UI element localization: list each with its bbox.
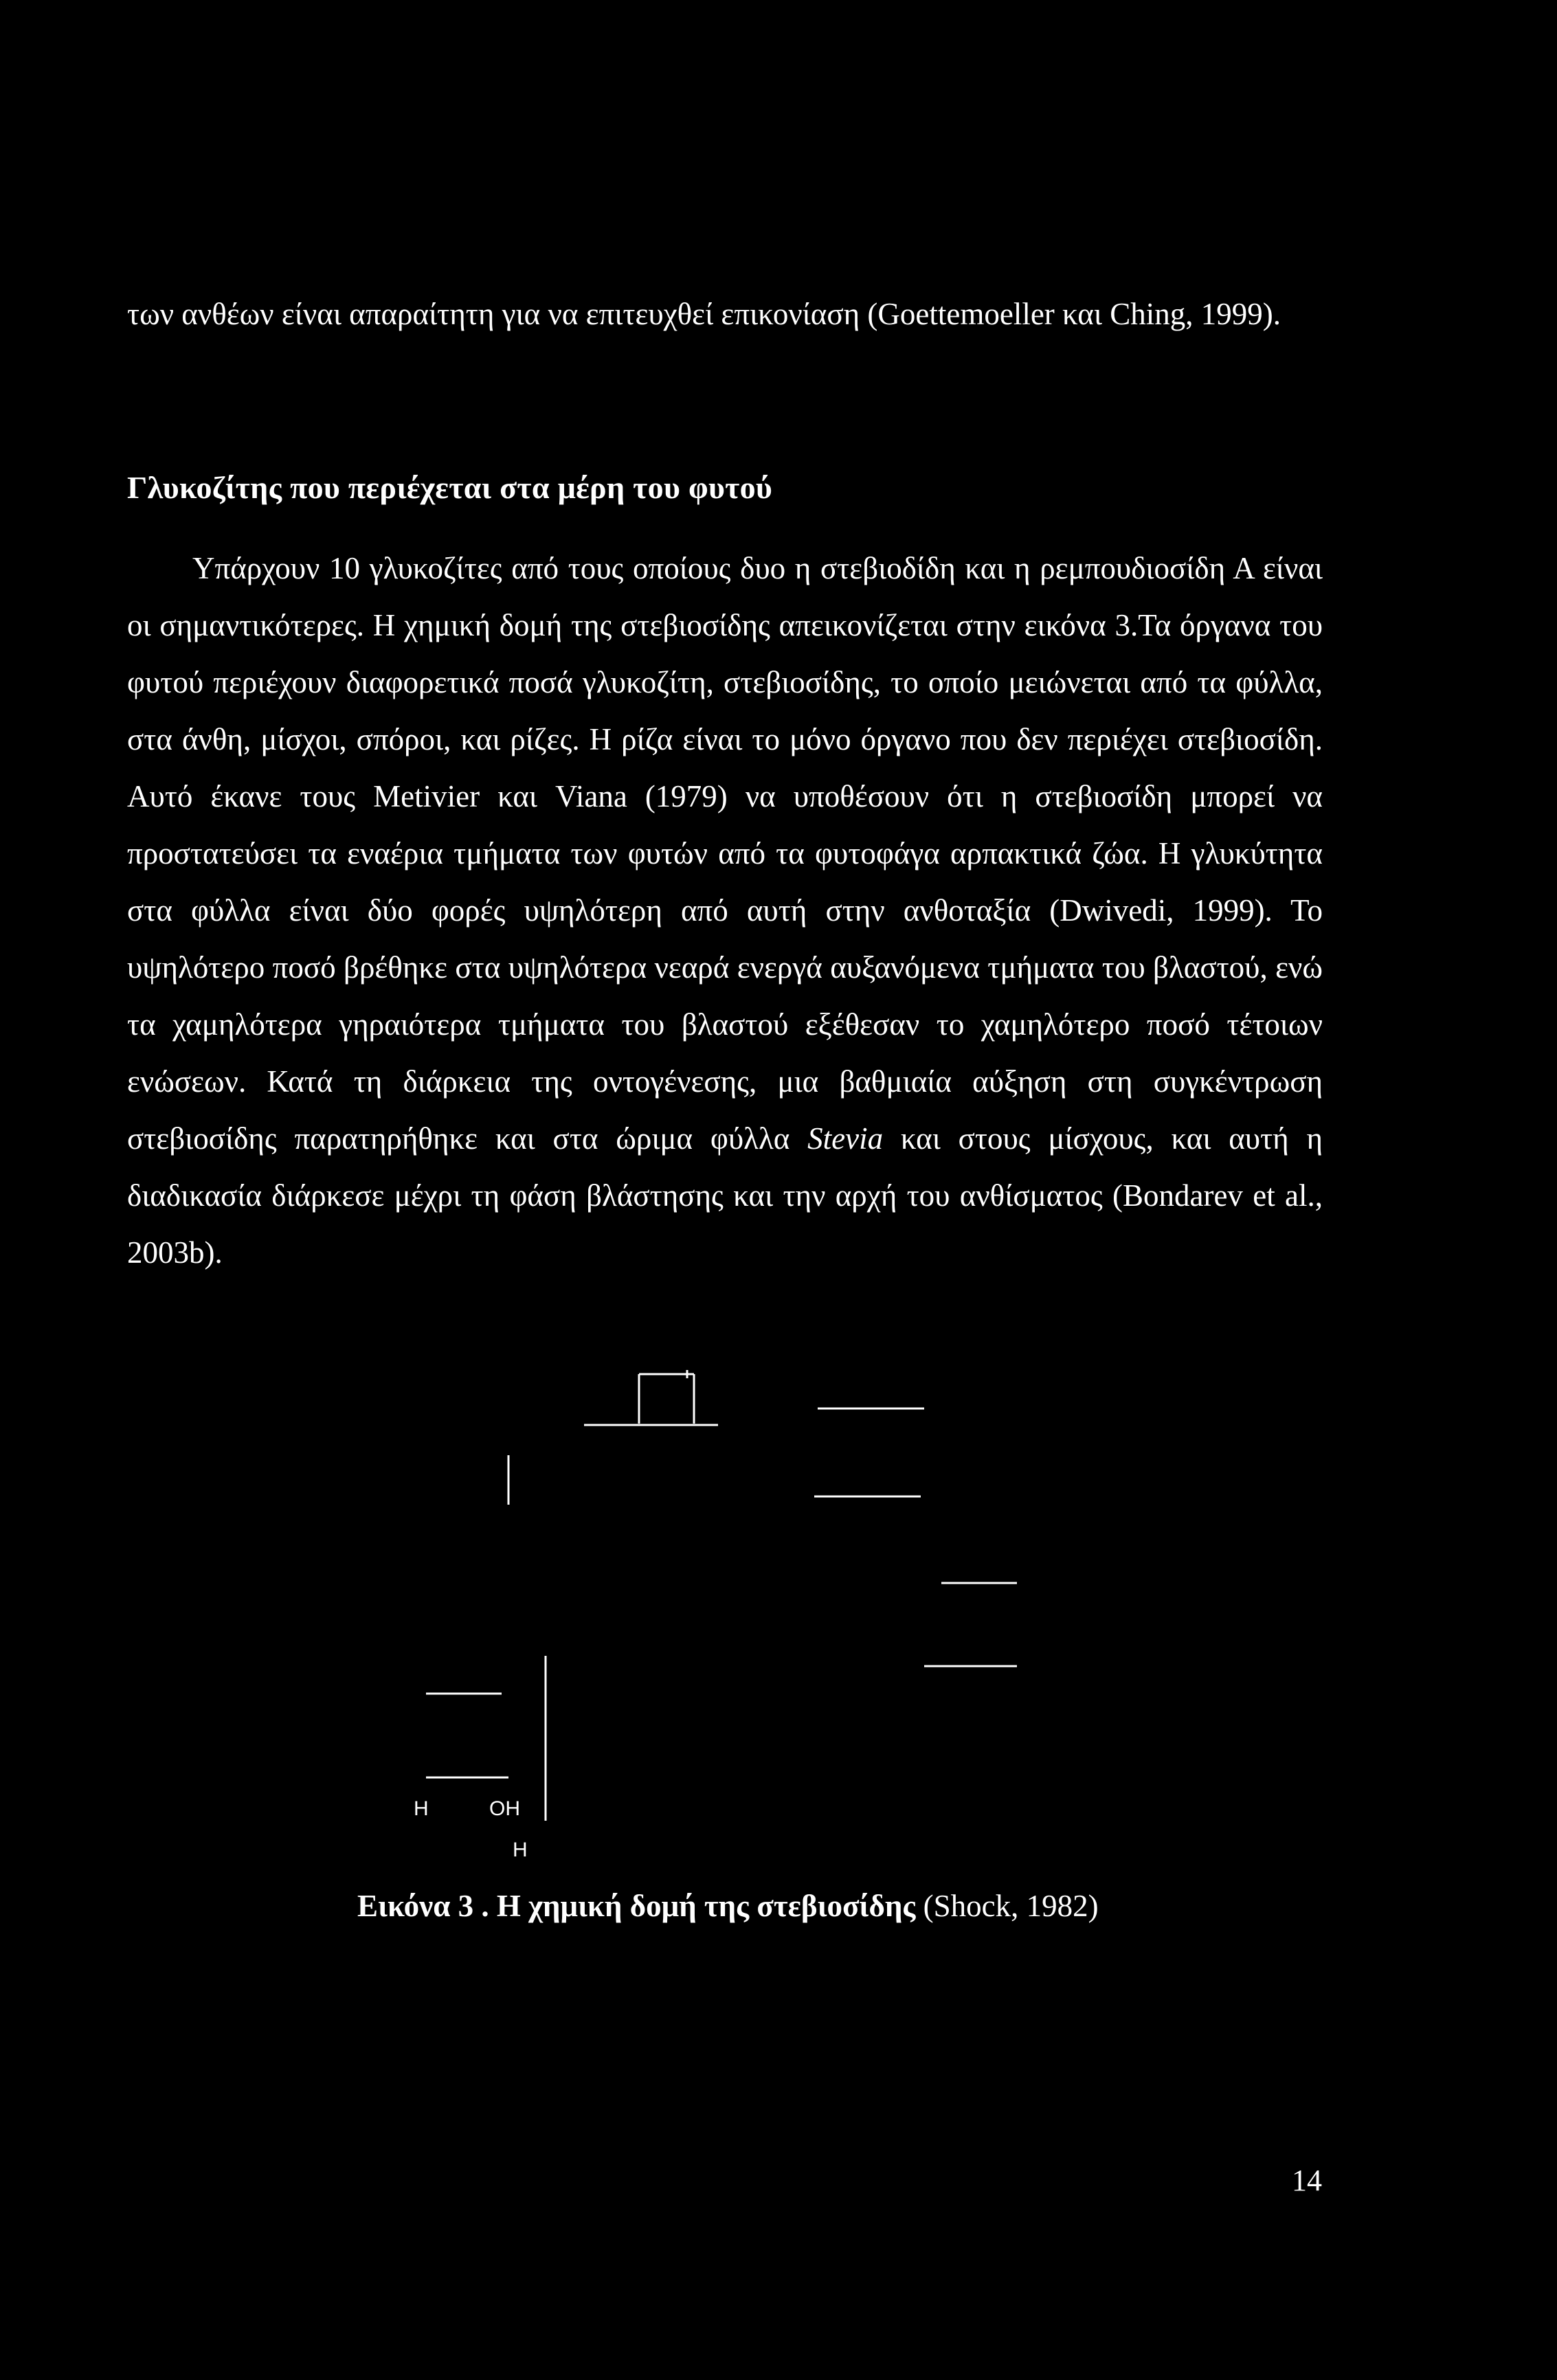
paragraph-text-part-2: και στους μίσχους, και αυτή η διαδικασία διάρκεσε μέχρι τη φάση βλάστησης και την αρχή του ανθίσματος (Bondarev et al., 2003b). [127,1121,1323,1270]
chemical-structure-drawing [371,1367,1333,1862]
atom-label-oh: OH [489,1797,520,1820]
paragraph-italic-stevia: Stevia [807,1121,884,1156]
atom-label-h-lower: H [513,1839,528,1861]
figure-caption [357,1888,1099,1924]
caption-source: (Shock, 1982) [915,1889,1099,1923]
paragraph-text-part-1: Υπάρχουν 10 γλυκοζίτες από τους οποίους δυο η στεβιοδίδη και η ρεμπουδιοσίδη Α είναι οι σημαντικότερες. Η χημική δομή της στεβιοσίδης απεικονίζεται στην εικόνα 3.Τα όργανα του φυτού περιέχουν διαφορετικά ποσά γλυκοζίτη, στεβιοσίδης, το οποίο μειώνεται από τα φύλλα, στα άνθη, μίσχοι, σπόροι, και ρίζες. Η ρίζα είναι το μόνο όργανο που δεν περιέχει στεβιοσίδη. Αυτό έκανε τους Metivier και Viana (1979) να υποθέσουν ότι η στεβιοσίδη μπορεί να προστατεύσει τα εναέρια τμήματα των φυτών από τα φυτοφάγα αρπακτικά ζώα. Η γλυκύτητα στα φύλλα είναι δύο φορές υψηλότερη από αυτή στην ανθοταξία (Dwivedi, 1999). Το υψηλότερο ποσό βρέθηκε στα υψηλότερα νεαρά ενεργά αυξανόμενα τμήματα του βλαστού, ενώ τα χαμηλότερα γηραιότερα τμήματα του βλαστού εξέθεσαν το χαμηλότερο ποσό τέτοιων ενώσεων. Κατά τη διάρκεια της οντογένεσης, μια βαθμιαία αύξηση στη συγκέντρωση στεβιοσίδης παρατηρήθηκε και στα ώριμα φύλλα [127,551,1323,1156]
stevioside-structure-figure [371,1367,1333,1862]
paragraph-continuation: των ανθέων είναι απαραίτητη για να επιτευχθεί επικονίαση (Goettemoeller και Ching, 1999). [127,297,1281,331]
atom-label-h: H [414,1797,429,1820]
paragraph-glycosides [127,540,1323,1281]
section-heading: Γλυκοζίτης που περιέχεται στα μέρη του φυτού [127,470,773,505]
page-number: 14 [1292,2164,1322,2197]
caption-title: Εικόνα 3 . Η χημική δομή της στεβιοσίδης [357,1889,916,1923]
